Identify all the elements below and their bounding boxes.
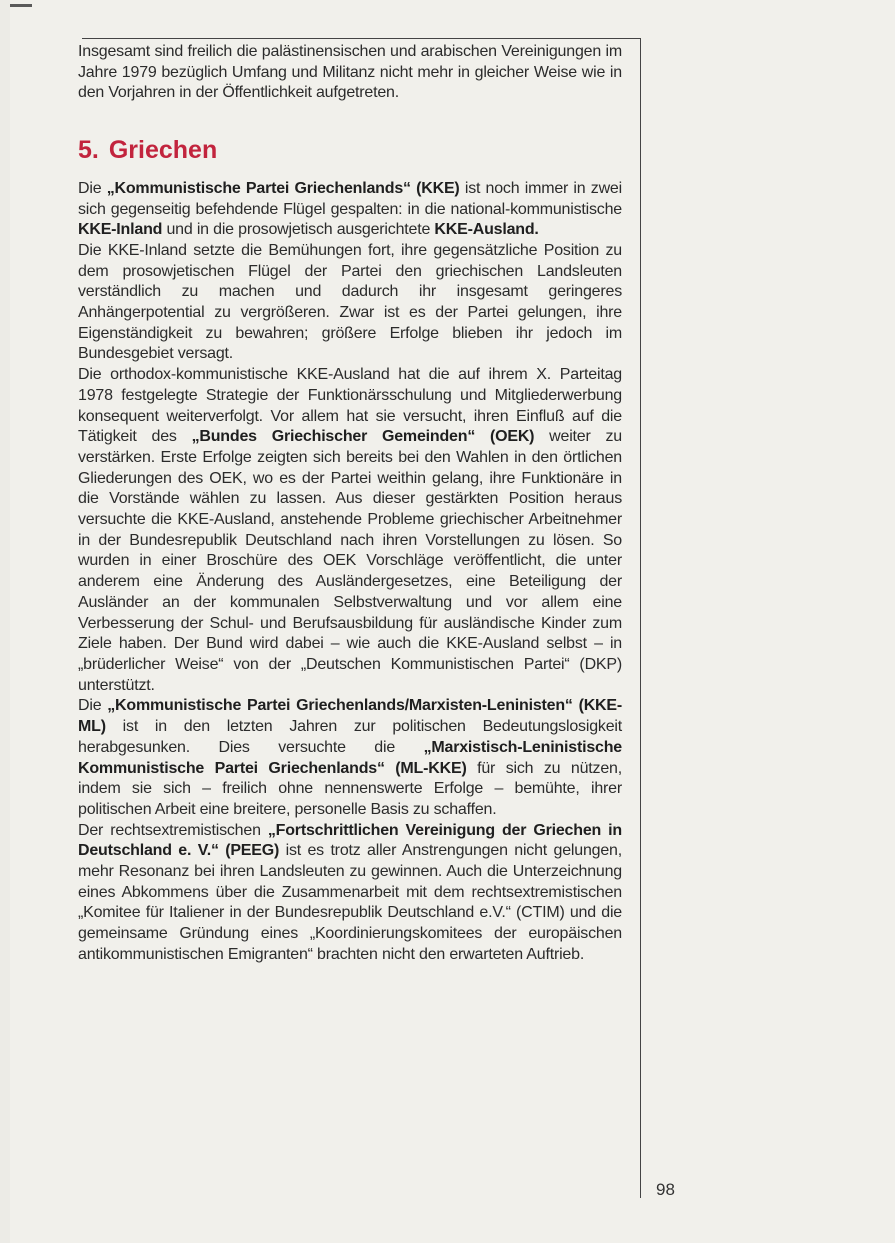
text-run: für sich zu nützen, indem sie sich – freilich ohne nennenswerte Erfolge – bemühte, ihrer politischen Arbeit eine breitere, personelle Basis zu schaffen. [78,759,622,818]
bold-kke-inland: KKE-Inland [78,221,163,239]
bold-ml-kke: „Marxistisch-Leninistische Kommunistische Partei Griechenlands“ (ML-KKE) [78,738,622,777]
text-run: ist es trotz aller Anstrengungen nicht gelungen, mehr Resonanz bei ihren Landsleuten zu gewinnen. Auch die Unterzeichnung eines Abkommens über die Zusammenarbeit mit dem rechtsextremistischen „Komitee für Italiener in der Bundesrepublik Deutschland e.V.“ (CTIM) und die gemeinsame Gründung eines „Koordinierungskomitees der europäischen antikommunistischen Emigranten“ brachten nicht den erwarteten Auftrieb. [78,842,622,963]
bold-kke: „Kommunistische Partei Griechenlands“ (KKE) [106,179,460,197]
paragraph-kke-inland: Die KKE-Inland setzte die Bemühungen fort, ihre gegensätzliche Position zu dem prosowjetischen Flügel der Partei den griechischen Landsleuten verständlich zu machen und dadurch ihr insgesamt geringeres Anhängerpotential zu vergrößeren. Zwar ist es der Partei gelungen, ihre Eigenständigkeit zu bewahren; größere Erfolge blieben ihr jedoch im Bundesgebiet versagt. [78,241,622,363]
section-title: Griechen [108,136,218,165]
bold-oek: „Bundes Griechischer Gemeinden“ (OEK) [191,428,535,446]
top-rule [82,38,640,39]
document-page [10,0,895,1243]
text-run: und in die prosowjetisch ausgerichtete [162,221,435,239]
corner-mark [10,4,32,7]
text-run: ist noch immer in zwei sich gegenseitig befehdende Flügel gespalten: in die national-kommunistische [78,179,622,218]
paragraph-kke [78,179,622,241]
text-run: weiter zu verstärken. Erste Erfolge zeigten sich bereits bei den Wahlen in den örtlichen Gliederungen des OEK, wo es der Partei weithin gelang, ihre Funktionäre in die Vorstände wählen zu lassen. Aus dieser gestärkten Position heraus versuchte die KKE-Ausland, anstehende Probleme griechischer Arbeitnehmer in der Bundesrepublik Deutschland nach ihren Vorstellungen zu lösen. So wurden in einer Broschüre des OEK Vorschläge veröffentlicht, die unter anderem eine Änderung des Ausländergesetzes, eine Beteiligung der Ausländer an der kommunalen Selbstverwaltung und vor allem eine Verbesserung der Schul- und Berufsausbildung für ausländische Kinder zum Ziele haben. Der Bund wird dabei – wie auch die KKE-Ausland selbst – in „brüderlicher Weise“ von der „Deutschen Kommunistischen Partei“ (DKP) unterstützt. [78,428,622,694]
text-column [78,42,622,966]
section-number: 5. [78,136,99,165]
paragraph-kke-ausland [78,365,622,696]
page-number: 98 [656,1180,675,1199]
text-run: ist in den letzten Jahren zur politischen Bedeutungslosigkeit herabgesunken. Dies versuchte die [78,718,622,756]
text-run: Der rechtsextremistischen [78,821,268,839]
section-heading [78,136,622,165]
paragraph-kke-ml [78,696,622,820]
text-run: Die [78,697,108,715]
bold-peeg: „Fortschrittlichen Vereinigung der Griechen in Deutschland e. V.“ (PEEG) [78,821,622,860]
bold-kke-ml: „Kommunistische Partei Griechenlands/Marxisten-Leninisten“ (KKE-ML) [78,697,623,736]
text-run: Die orthodox-kommunistische KKE-Ausland hat die auf ihrem X. Parteitag 1978 festgelegte Strategie der Funktionärsschulung und Mitgliederwerbung konsequent weiterverfolgt. Vor allem hat sie versucht, ihren Einfluß auf die Tätigkeit des [78,366,622,446]
text-run: Die [78,179,107,197]
paragraph-peeg [78,821,622,966]
right-rule [640,38,641,1198]
intro-paragraph: Insgesamt sind freilich die palästinensischen und arabischen Vereinigungen im Jahre 1979 bezüglich Umfang und Militanz nicht mehr in gleicher Weise wie in den Vorjahren in der Öffentlichkeit aufgetreten. [78,43,622,102]
bold-kke-ausland: KKE-Ausland. [434,221,539,239]
